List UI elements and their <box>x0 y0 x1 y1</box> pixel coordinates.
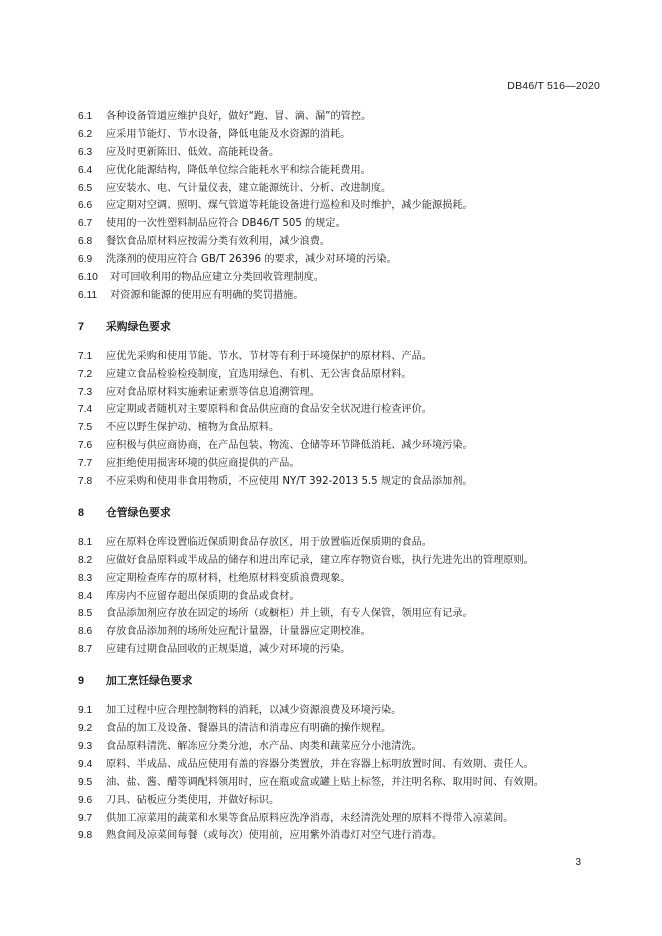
list-item <box>78 810 608 828</box>
clause-number: 7.3 <box>78 386 93 398</box>
clause-number: 6.3 <box>78 146 93 158</box>
clause-text: 应采用节能灯、节水设备，降低电能及水资源的消耗。 <box>106 128 351 140</box>
clause-text: 存放食品添加剂的场所处应配计量器，计量器应定期校准。 <box>106 626 371 638</box>
clause-number: 7.8 <box>78 476 93 488</box>
list-item <box>78 738 608 756</box>
section-title: 仓管绿色要求 <box>106 505 171 519</box>
clause-text: 供加工凉菜用的蔬菜和水果等食品原料应洗净消毒，未经清洗处理的原料不得带入凉菜间。 <box>106 812 514 824</box>
document-body <box>78 108 608 845</box>
clause-text: 应做好食品原料或半成品的储存和进出库记录，建立库存物资台账，执行先进先出的管理原则。 <box>106 554 534 566</box>
clause-text: 使用的一次性塑料制品应符合 DB46/T 505 的规定。 <box>106 218 346 230</box>
list-item <box>78 348 608 366</box>
list-item <box>78 792 608 810</box>
clause-number: 7.4 <box>78 404 93 416</box>
clause-text: 应建有过期食品回收的正规渠道，减少对环境的污染。 <box>106 644 351 656</box>
clause-number: 9.8 <box>78 830 93 842</box>
clause-number: 8.3 <box>78 572 93 584</box>
clause-text: 不应采购和使用非食用物质，不应使用 NY/T 392-2013 5.5 规定的食品添加剂。 <box>106 476 473 488</box>
clause-number: 6.5 <box>78 182 93 194</box>
list-item <box>78 419 608 437</box>
list-item <box>78 437 608 455</box>
clause-number: 7.1 <box>78 350 93 362</box>
clause-text: 应建立食品检验检疫制度，宜选用绿色、有机、无公害食品原材料。 <box>106 368 412 380</box>
section-number: 9 <box>78 675 85 688</box>
clause-text: 应及时更新陈旧、低效、高能耗设备。 <box>106 146 280 158</box>
list-item <box>78 144 608 162</box>
clause-number: 6.8 <box>78 236 93 248</box>
clause-number: 7.5 <box>78 422 93 434</box>
section-8-list <box>78 534 608 659</box>
clause-text: 刀具、砧板应分类使用，并做好标识。 <box>106 794 280 806</box>
list-item <box>78 251 608 269</box>
clause-text: 应优化能源结构，降低单位综合能耗水平和综合能耗费用。 <box>106 164 371 176</box>
section-7-list <box>78 348 608 491</box>
clause-number: 8.7 <box>78 644 93 656</box>
section-heading-7 <box>78 318 608 336</box>
clause-number: 9.7 <box>78 812 93 824</box>
clause-number: 6.6 <box>78 200 93 212</box>
clause-text: 食品原料清洗、解冻应分类分池，水产品、肉类和蔬菜应分小池清洗。 <box>106 740 422 752</box>
list-item <box>78 473 608 491</box>
page-number: 3 <box>575 857 581 868</box>
list-item <box>78 180 608 198</box>
clause-text: 应拒绝使用损害环境的供应商提供的产品。 <box>106 458 300 470</box>
list-item <box>78 552 608 570</box>
clause-text: 洗涤剂的使用应符合 GB/T 26396 的要求，减少对环境的污染。 <box>106 254 397 266</box>
clause-text: 应对食品原材料实施索证索票等信息追溯管理。 <box>106 386 320 398</box>
list-item <box>78 588 608 606</box>
clause-number: 9.4 <box>78 758 93 770</box>
clause-number: 8.5 <box>78 608 93 620</box>
clause-number: 6.10 <box>78 272 98 284</box>
list-item <box>78 197 608 215</box>
list-item <box>78 366 608 384</box>
clause-text: 加工过程中应合理控制物料的消耗，以减少资源浪费及环境污染。 <box>106 705 402 717</box>
list-item <box>78 126 608 144</box>
clause-number: 8.2 <box>78 554 93 566</box>
clause-text: 油、盐、酱、醋等调配料领用时，应在瓶或盒或罐上贴上标签，并注明名称、取用时间、有效期。 <box>106 776 545 788</box>
clause-number: 8.4 <box>78 590 93 602</box>
clause-number: 6.2 <box>78 128 93 140</box>
list-item <box>78 215 608 233</box>
list-item <box>78 108 608 126</box>
list-item <box>78 827 608 845</box>
section-number: 7 <box>78 320 85 333</box>
clause-text: 不应以野生保护动、植物为食品原料。 <box>106 422 280 434</box>
list-item <box>78 774 608 792</box>
clause-text: 食品的加工及设备、餐器具的清洁和消毒应有明确的操作规程。 <box>106 723 392 735</box>
list-item <box>78 269 608 287</box>
standard-code: DB46/T 516—2020 <box>507 80 600 92</box>
list-item <box>78 534 608 552</box>
clause-number: 6.4 <box>78 164 93 176</box>
list-item <box>78 162 608 180</box>
clause-text: 餐饮食品原材料应按需分类有效利用，减少浪费。 <box>106 236 331 248</box>
clause-text: 原料、半成品、成品应使用有盖的容器分类置放，并在容器上标明放置时间、有效期、责任人。 <box>106 758 534 770</box>
list-item <box>78 756 608 774</box>
clause-text: 对可回收利用的物品应建立分类回收管理制度。 <box>110 272 324 284</box>
list-item <box>78 384 608 402</box>
clause-number: 6.1 <box>78 111 93 122</box>
section-6-list <box>78 108 608 305</box>
clause-number: 9.5 <box>78 776 93 788</box>
section-title: 采购绿色要求 <box>106 319 171 333</box>
clause-text: 食品添加剂应存放在固定的场所（或橱柜）并上锁，有专人保管，领用应有记录。 <box>106 608 473 620</box>
clause-text: 应定期对空调、照明、煤气管道等耗能设备进行巡检和及时维护，减少能源损耗。 <box>106 200 473 212</box>
clause-number: 6.7 <box>78 218 93 230</box>
clause-number: 8.6 <box>78 626 93 638</box>
clause-text: 库房内不应留存超出保质期的食品或食材。 <box>106 590 300 602</box>
clause-text: 应定期检查库存的原材料，杜绝原材料变质浪费现象。 <box>106 572 351 584</box>
clause-number: 7.6 <box>78 440 93 452</box>
list-item <box>78 702 608 720</box>
clause-number: 7.7 <box>78 458 93 470</box>
clause-number: 6.11 <box>78 289 98 301</box>
clause-number: 9.3 <box>78 740 93 752</box>
clause-number: 7.2 <box>78 368 93 380</box>
clause-text: 应定期或者随机对主要原料和食品供应商的食品安全状况进行检查评价。 <box>106 404 432 416</box>
list-item <box>78 605 608 623</box>
clause-text: 应优先采购和使用节能、节水、节材等有利于环境保护的原材料、产品。 <box>106 350 432 362</box>
list-item <box>78 720 608 738</box>
clause-text: 对资源和能源的使用应有明确的奖罚措施。 <box>110 289 304 301</box>
list-item <box>78 623 608 641</box>
clause-number: 8.1 <box>78 536 93 548</box>
section-number: 8 <box>78 506 85 519</box>
clause-text: 应在原料仓库设置临近保质期食品存放区，用于放置临近保质期的食品。 <box>106 536 432 548</box>
clause-text: 应安装水、电、气计量仪表，建立能源统计、分析、改进制度。 <box>106 182 392 194</box>
list-item <box>78 455 608 473</box>
clause-number: 9.1 <box>78 705 93 717</box>
clause-number: 9.6 <box>78 794 93 806</box>
list-item <box>78 233 608 251</box>
section-9-list <box>78 702 608 845</box>
list-item <box>78 641 608 659</box>
clause-number: 6.9 <box>78 254 93 266</box>
clause-text: 熟食间及凉菜间每餐（或每次）使用前，应用紫外消毒灯对空气进行消毒。 <box>106 830 443 842</box>
list-item <box>78 401 608 419</box>
list-item <box>78 570 608 588</box>
section-heading-9 <box>78 672 608 690</box>
clause-number: 9.2 <box>78 723 93 735</box>
clause-text: 各种设备管道应维护良好，做好“跑、冒、滴、漏”的管控。 <box>106 111 372 122</box>
clause-text: 应积极与供应商协商，在产品包装、物流、仓储等环节降低消耗、减少环境污染。 <box>106 440 473 452</box>
section-heading-8 <box>78 504 608 522</box>
list-item <box>78 287 608 305</box>
section-title: 加工烹饪绿色要求 <box>106 674 193 688</box>
